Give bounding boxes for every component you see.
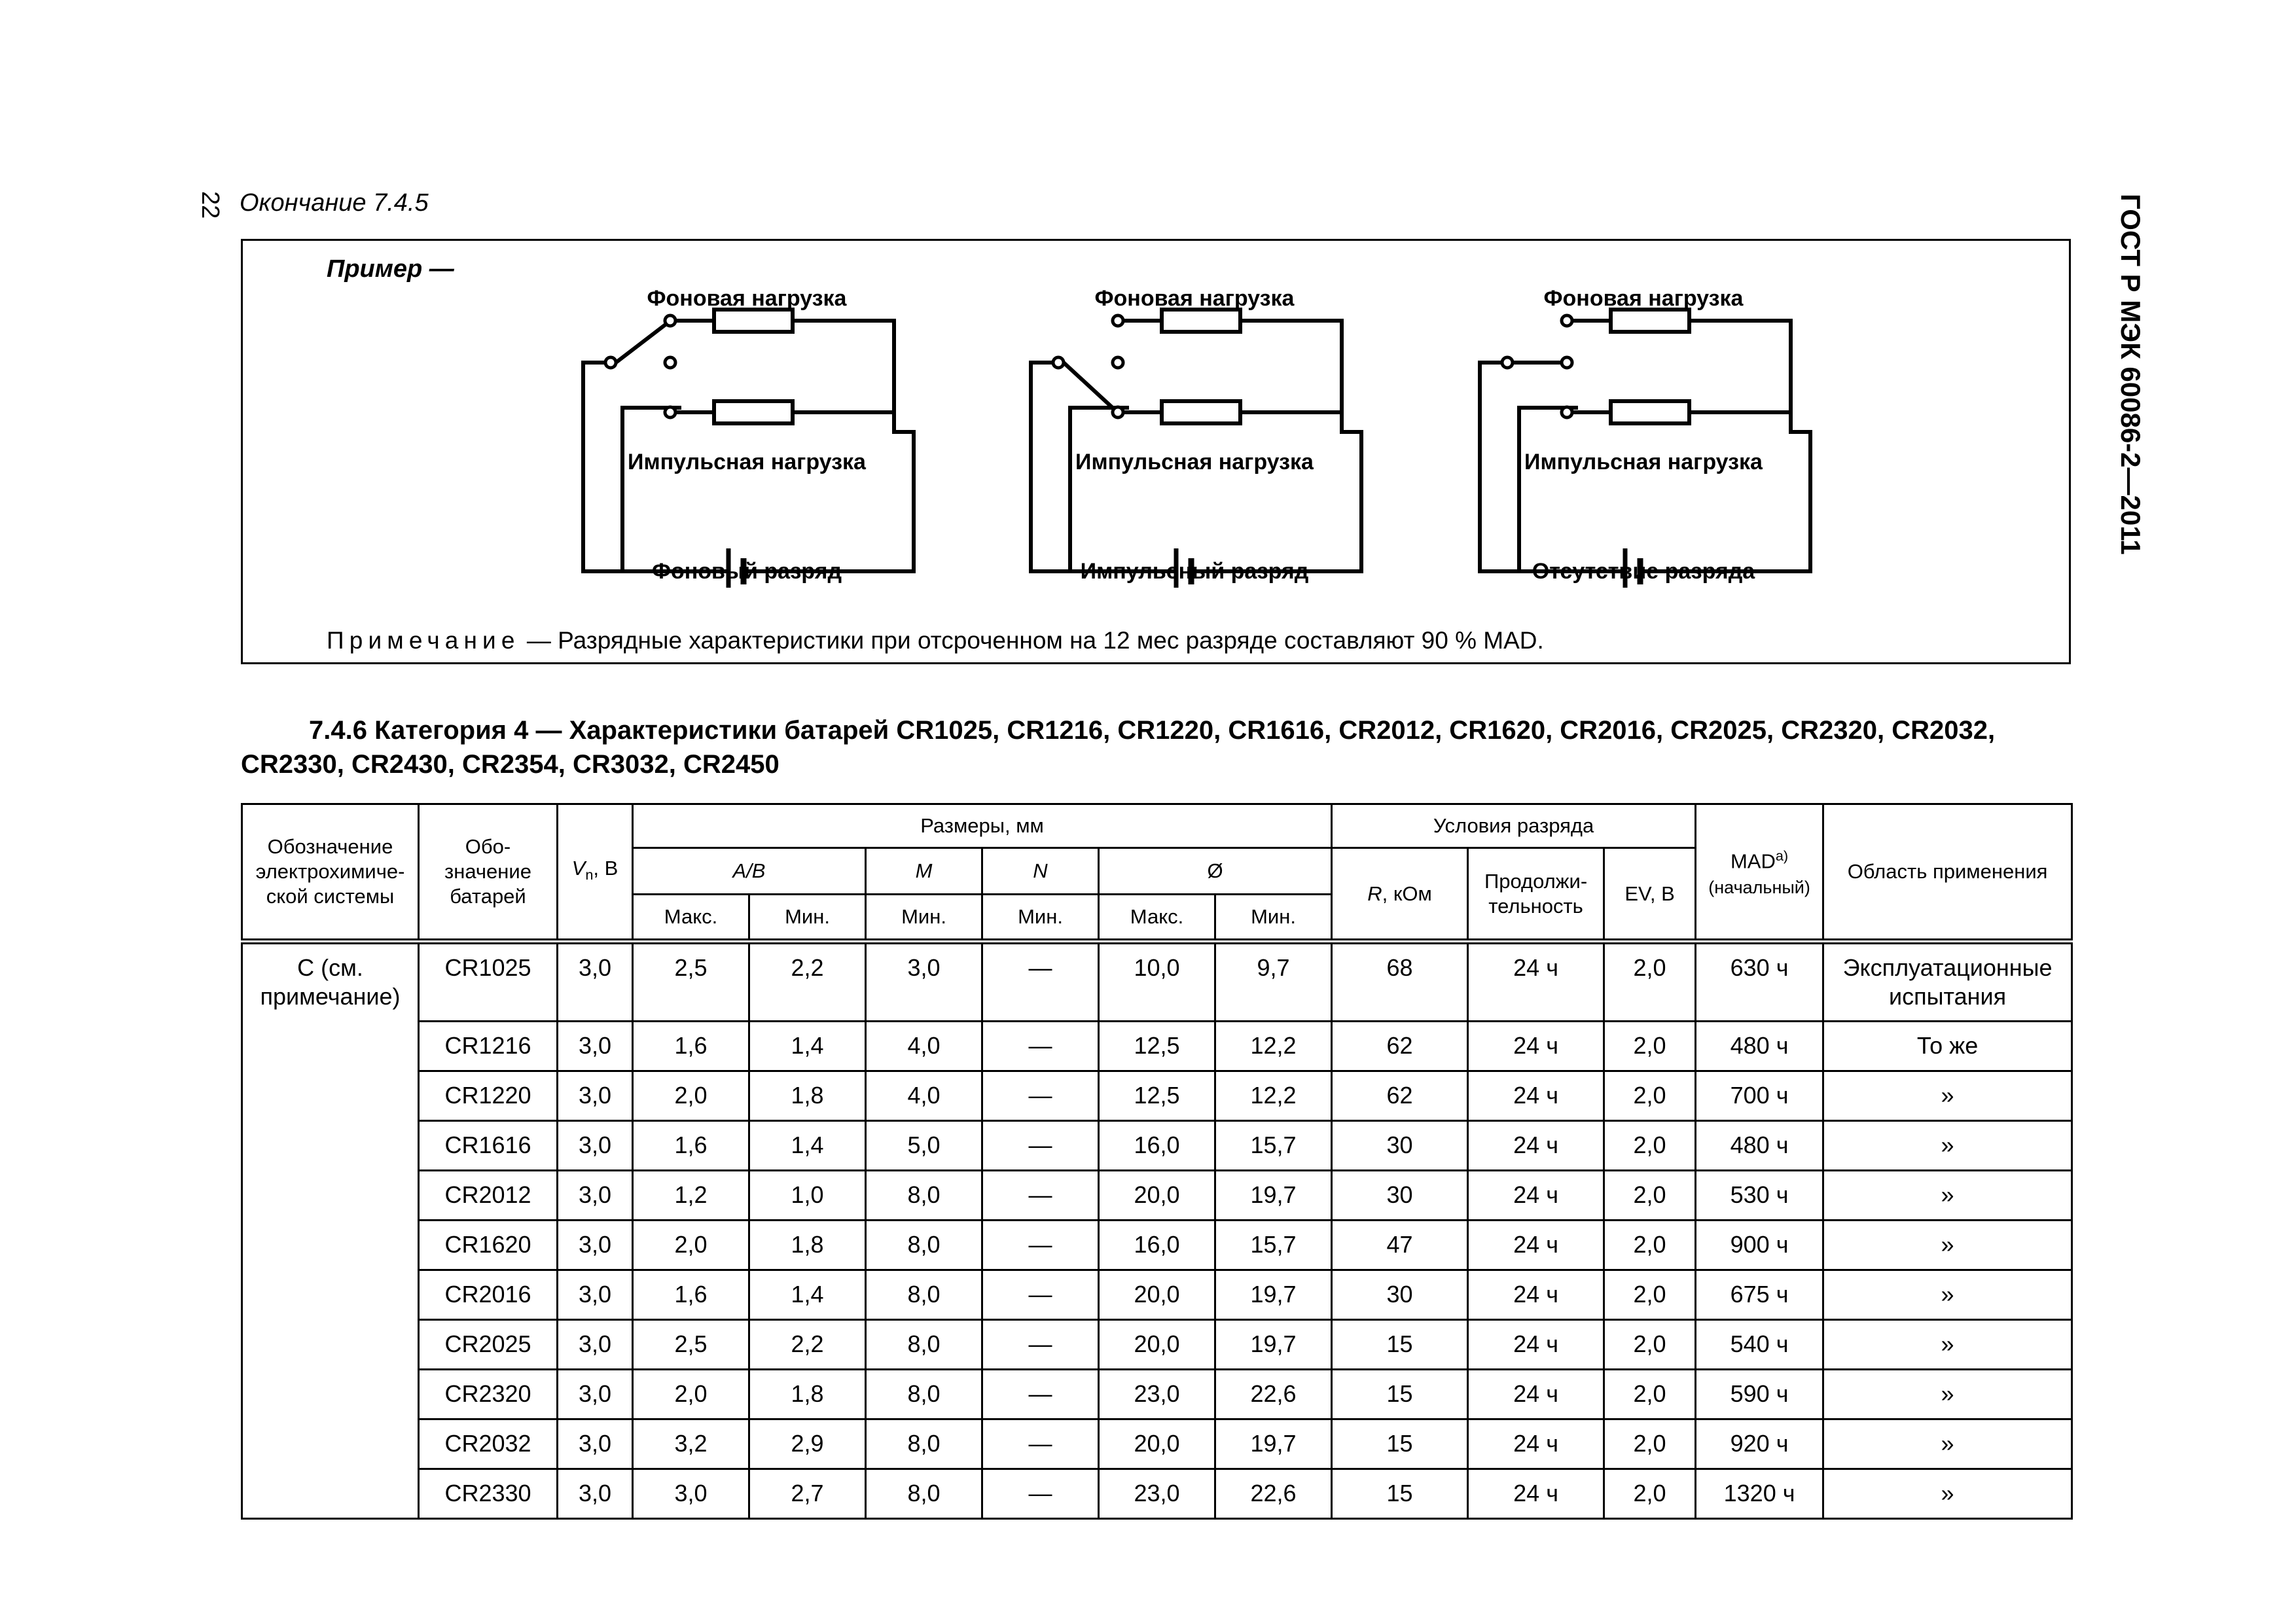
- mad-note: (начальный): [1708, 877, 1810, 897]
- cell-application: »: [1823, 1171, 2072, 1221]
- circuit-no-discharge: [1460, 280, 1827, 588]
- note-text: — Разрядные характеристики при отсроченном на 12 мес разряде составляют 90 % MAD.: [520, 627, 1544, 654]
- header-n-min: Мин.: [982, 895, 1099, 942]
- cell-battery: CR2320: [419, 1370, 558, 1419]
- cell-duration: 24 ч: [1468, 1171, 1604, 1221]
- circuit-top-label: Фоновая нагрузка: [1094, 286, 1295, 311]
- cell-ab-max: 1,6: [633, 1022, 749, 1071]
- cell-battery: CR1620: [419, 1221, 558, 1270]
- cell-diameter-max: 10,0: [1099, 942, 1215, 1022]
- cell-voltage: 3,0: [558, 1121, 633, 1171]
- header-conditions: Условия разряда: [1332, 804, 1696, 848]
- cell-duration: 24 ч: [1468, 1071, 1604, 1121]
- cell-m-min: 8,0: [866, 1419, 982, 1469]
- cell-n-min: —: [982, 1171, 1099, 1221]
- cell-voltage: 3,0: [558, 1022, 633, 1071]
- cell-voltage: 3,0: [558, 942, 633, 1022]
- cell-diameter-min: 12,2: [1215, 1022, 1332, 1071]
- page-number: 22: [196, 191, 224, 219]
- cell-ab-min: 1,8: [749, 1221, 866, 1270]
- cell-diameter-min: 22,6: [1215, 1469, 1332, 1519]
- terminal-off: [665, 357, 675, 368]
- cell-mad: 900 ч: [1696, 1221, 1823, 1270]
- circuit-middle-label: Импульсная нагрузка: [1075, 450, 1314, 474]
- table-row: [242, 1270, 2072, 1320]
- header-m-min: Мин.: [866, 895, 982, 942]
- cell-diameter-max: 23,0: [1099, 1370, 1215, 1419]
- wire-mid-out: [1240, 412, 1342, 432]
- header-diameter: Ø: [1099, 848, 1332, 895]
- cell-ev: 2,0: [1604, 1171, 1696, 1221]
- table-row: [242, 1419, 2072, 1469]
- cell-duration: 24 ч: [1468, 1370, 1604, 1419]
- cell-mad: 480 ч: [1696, 1022, 1823, 1071]
- cell-diameter-max: 12,5: [1099, 1071, 1215, 1121]
- cell-voltage: 3,0: [558, 1171, 633, 1221]
- terminal-background: [1562, 315, 1572, 326]
- cell-battery: CR2032: [419, 1419, 558, 1469]
- cell-m-min: 8,0: [866, 1370, 982, 1419]
- header-battery: Обо-значение батарей: [419, 804, 558, 942]
- header-n: N: [982, 848, 1099, 895]
- example-box: [241, 239, 2071, 664]
- cell-diameter-min: 15,7: [1215, 1121, 1332, 1171]
- mad-footnote-mark: а): [1775, 847, 1789, 865]
- cell-ab-max: 2,0: [633, 1370, 749, 1419]
- cell-ev: 2,0: [1604, 1221, 1696, 1270]
- cell-mad: 700 ч: [1696, 1071, 1823, 1121]
- cell-ab-min: 1,8: [749, 1071, 866, 1121]
- cell-ev: 2,0: [1604, 1320, 1696, 1370]
- circuit-diagram: [1011, 280, 1378, 588]
- header-ab-max: Макс.: [633, 895, 749, 942]
- table-row: [242, 942, 2072, 1022]
- mad-label: MAD: [1730, 849, 1776, 873]
- cell-resistance: 30: [1332, 1270, 1468, 1320]
- battery-spec-table: [241, 803, 2073, 1520]
- cell-ev: 2,0: [1604, 942, 1696, 1022]
- cell-ab-max: 1,6: [633, 1121, 749, 1171]
- cell-battery: CR2012: [419, 1171, 558, 1221]
- header-ab-min: Мин.: [749, 895, 866, 942]
- cell-n-min: —: [982, 1320, 1099, 1370]
- cell-mad: 1320 ч: [1696, 1469, 1823, 1519]
- cell-system: С (см. примечание): [242, 942, 419, 1519]
- cell-voltage: 3,0: [558, 1370, 633, 1419]
- circuit-caption: Фоновый разряд: [651, 559, 842, 584]
- cell-diameter-max: 23,0: [1099, 1469, 1215, 1519]
- cell-ab-max: 2,0: [633, 1221, 749, 1270]
- cell-ev: 2,0: [1604, 1270, 1696, 1320]
- voltage-subscript: n: [585, 866, 594, 883]
- cell-ab-max: 1,2: [633, 1171, 749, 1221]
- document-code: ГОСТ Р МЭК 60086-2—2011: [2115, 194, 2146, 555]
- cell-n-min: —: [982, 1270, 1099, 1320]
- switch-blade: [1064, 363, 1114, 409]
- cell-duration: 24 ч: [1468, 1121, 1604, 1171]
- cell-ev: 2,0: [1604, 1419, 1696, 1469]
- table-row: [242, 1171, 2072, 1221]
- cell-voltage: 3,0: [558, 1419, 633, 1469]
- cell-ab-max: 2,0: [633, 1071, 749, 1121]
- cell-ev: 2,0: [1604, 1121, 1696, 1171]
- cell-battery: CR1216: [419, 1022, 558, 1071]
- table-row: [242, 1071, 2072, 1121]
- cell-ab-min: 2,7: [749, 1469, 866, 1519]
- cell-n-min: —: [982, 1022, 1099, 1071]
- cell-mad: 540 ч: [1696, 1320, 1823, 1370]
- cell-diameter-max: 20,0: [1099, 1270, 1215, 1320]
- circuit-middle-label: Импульсная нагрузка: [628, 450, 866, 474]
- wire-bottom-left: [1070, 473, 1175, 571]
- cell-application: »: [1823, 1320, 2072, 1370]
- cell-ev: 2,0: [1604, 1022, 1696, 1071]
- cell-duration: 24 ч: [1468, 1469, 1604, 1519]
- cell-diameter-min: 19,7: [1215, 1419, 1332, 1469]
- terminal-off: [1113, 357, 1123, 368]
- cell-battery: CR1616: [419, 1121, 558, 1171]
- wire-top-out: [1689, 321, 1794, 432]
- cell-m-min: 8,0: [866, 1320, 982, 1370]
- cell-application: »: [1823, 1469, 2072, 1519]
- cell-ev: 2,0: [1604, 1370, 1696, 1419]
- resistor-background: [1611, 310, 1689, 332]
- cell-m-min: 8,0: [866, 1270, 982, 1320]
- continuation-label: Окончание 7.4.5: [240, 189, 429, 217]
- cell-battery: CR2330: [419, 1469, 558, 1519]
- header-mad: [1696, 804, 1823, 942]
- cell-duration: 24 ч: [1468, 1022, 1604, 1071]
- resistor-pulse: [714, 401, 793, 423]
- table-row: [242, 1121, 2072, 1171]
- cell-mad: 480 ч: [1696, 1121, 1823, 1171]
- header-ab: A/B: [633, 848, 866, 895]
- terminal-common: [1502, 357, 1513, 368]
- cell-diameter-min: 19,7: [1215, 1320, 1332, 1370]
- wire-bottom-left: [1519, 473, 1624, 571]
- terminal-common: [605, 357, 616, 368]
- table-body: [242, 942, 2072, 1519]
- table-row: [242, 1022, 2072, 1071]
- cell-ab-max: 2,5: [633, 942, 749, 1022]
- wire-top-out: [793, 321, 897, 432]
- cell-voltage: 3,0: [558, 1469, 633, 1519]
- cell-duration: 24 ч: [1468, 1270, 1604, 1320]
- resistance-unit: , кОм: [1382, 882, 1432, 905]
- cell-diameter-max: 16,0: [1099, 1221, 1215, 1270]
- cell-diameter-min: 19,7: [1215, 1171, 1332, 1221]
- resistance-symbol: R: [1367, 882, 1382, 905]
- cell-battery: CR2016: [419, 1270, 558, 1320]
- header-diameter-max: Макс.: [1099, 895, 1215, 942]
- cell-ab-min: 1,8: [749, 1370, 866, 1419]
- cell-m-min: 8,0: [866, 1469, 982, 1519]
- cell-application: Эксплуатационные испытания: [1823, 942, 2072, 1022]
- cell-n-min: —: [982, 1419, 1099, 1469]
- section-heading: 7.4.6 Категория 4 — Характеристики батарей CR1025, CR1216, CR1220, CR1616, CR2012, CR1620, CR2016, CR2025, CR2320, CR2032, CR2330, CR2430, CR2354, CR3032, CR2450: [241, 716, 1996, 779]
- cell-voltage: 3,0: [558, 1320, 633, 1370]
- switch-blade: [616, 324, 666, 363]
- wire-bottom-left: [622, 473, 727, 571]
- wire-mid-out: [1689, 412, 1791, 432]
- cell-application: »: [1823, 1221, 2072, 1270]
- wire-top-out: [1240, 321, 1345, 432]
- cell-mad: 530 ч: [1696, 1171, 1823, 1221]
- header-duration: Продолжи-тельность: [1468, 848, 1604, 942]
- table-row: [242, 1370, 2072, 1419]
- cell-voltage: 3,0: [558, 1270, 633, 1320]
- cell-battery: CR1220: [419, 1071, 558, 1121]
- cell-resistance: 30: [1332, 1121, 1468, 1171]
- voltage-symbol: V: [571, 856, 586, 880]
- cell-n-min: —: [982, 1469, 1099, 1519]
- circuit-pulse-discharge: [1011, 280, 1378, 588]
- cell-resistance: 30: [1332, 1171, 1468, 1221]
- cell-mad: 630 ч: [1696, 942, 1823, 1022]
- cell-ab-min: 1,4: [749, 1022, 866, 1071]
- header-ev: EV, В: [1604, 848, 1696, 942]
- cell-ev: 2,0: [1604, 1071, 1696, 1121]
- cell-diameter-max: 16,0: [1099, 1121, 1215, 1171]
- cell-resistance: 15: [1332, 1419, 1468, 1469]
- circuit-caption: Отсутствие разряда: [1532, 559, 1755, 584]
- cell-ab-min: 2,2: [749, 942, 866, 1022]
- resistor-pulse: [1611, 401, 1689, 423]
- terminal-pulse: [1562, 407, 1572, 418]
- terminal-background: [1113, 315, 1123, 326]
- cell-diameter-min: 9,7: [1215, 942, 1332, 1022]
- cell-ab-min: 2,2: [749, 1320, 866, 1370]
- cell-duration: 24 ч: [1468, 942, 1604, 1022]
- cell-duration: 24 ч: [1468, 1221, 1604, 1270]
- header-application: Область применения: [1823, 804, 2072, 942]
- table-row: [242, 1320, 2072, 1370]
- cell-diameter-max: 20,0: [1099, 1320, 1215, 1370]
- cell-diameter-min: 15,7: [1215, 1221, 1332, 1270]
- cell-application: »: [1823, 1071, 2072, 1121]
- header-system: Обозначение электрохимиче-ской системы: [242, 804, 419, 942]
- cell-application: »: [1823, 1270, 2072, 1320]
- cell-resistance: 68: [1332, 942, 1468, 1022]
- cell-m-min: 4,0: [866, 1071, 982, 1121]
- cell-diameter-max: 20,0: [1099, 1171, 1215, 1221]
- terminal-common: [1053, 357, 1064, 368]
- cell-battery: CR1025: [419, 942, 558, 1022]
- cell-m-min: 3,0: [866, 942, 982, 1022]
- cell-duration: 24 ч: [1468, 1320, 1604, 1370]
- header-resistance: [1332, 848, 1468, 942]
- cell-ab-min: 1,4: [749, 1121, 866, 1171]
- circuit-diagram: [564, 280, 930, 588]
- cell-resistance: 47: [1332, 1221, 1468, 1270]
- wire-mid-out: [793, 412, 894, 432]
- cell-diameter-min: 12,2: [1215, 1071, 1332, 1121]
- circuit-top-label: Фоновая нагрузка: [1543, 286, 1744, 311]
- cell-n-min: —: [982, 1370, 1099, 1419]
- cell-resistance: 15: [1332, 1370, 1468, 1419]
- cell-n-min: —: [982, 942, 1099, 1022]
- cell-diameter-max: 20,0: [1099, 1419, 1215, 1469]
- cell-mad: 920 ч: [1696, 1419, 1823, 1469]
- cell-resistance: 62: [1332, 1071, 1468, 1121]
- example-label: Пример —: [327, 255, 454, 283]
- terminal-off: [1562, 357, 1572, 368]
- circuit-caption: Импульсный разряд: [1080, 559, 1309, 584]
- cell-battery: CR2025: [419, 1320, 558, 1370]
- resistor-pulse: [1162, 401, 1240, 423]
- cell-ab-max: 3,2: [633, 1419, 749, 1469]
- cell-m-min: 5,0: [866, 1121, 982, 1171]
- table-row: [242, 1469, 2072, 1519]
- note-word: Примечание: [327, 627, 520, 654]
- example-note: [327, 626, 1544, 656]
- resistor-background: [1162, 310, 1240, 332]
- cell-m-min: 8,0: [866, 1221, 982, 1270]
- cell-duration: 24 ч: [1468, 1419, 1604, 1469]
- cell-application: »: [1823, 1419, 2072, 1469]
- cell-voltage: 3,0: [558, 1221, 633, 1270]
- table-row: [242, 1221, 2072, 1270]
- cell-mad: 675 ч: [1696, 1270, 1823, 1320]
- cell-ab-max: 1,6: [633, 1270, 749, 1320]
- cell-diameter-max: 12,5: [1099, 1022, 1215, 1071]
- cell-resistance: 15: [1332, 1320, 1468, 1370]
- cell-ab-min: 1,0: [749, 1171, 866, 1221]
- cell-n-min: —: [982, 1121, 1099, 1171]
- cell-n-min: —: [982, 1221, 1099, 1270]
- cell-ev: 2,0: [1604, 1469, 1696, 1519]
- cell-ab-min: 2,9: [749, 1419, 866, 1469]
- voltage-unit: , В: [593, 856, 619, 880]
- cell-n-min: —: [982, 1071, 1099, 1121]
- cell-ab-min: 1,4: [749, 1270, 866, 1320]
- circuit-top-label: Фоновая нагрузка: [647, 286, 847, 311]
- cell-diameter-min: 19,7: [1215, 1270, 1332, 1320]
- cell-ab-max: 3,0: [633, 1469, 749, 1519]
- header-voltage: [558, 804, 633, 942]
- circuit-middle-label: Импульсная нагрузка: [1524, 450, 1763, 474]
- cell-m-min: 4,0: [866, 1022, 982, 1071]
- header-m: M: [866, 848, 982, 895]
- cell-resistance: 15: [1332, 1469, 1468, 1519]
- cell-application: »: [1823, 1121, 2072, 1171]
- header-dimensions: Размеры, мм: [633, 804, 1332, 848]
- cell-diameter-min: 22,6: [1215, 1370, 1332, 1419]
- cell-mad: 590 ч: [1696, 1370, 1823, 1419]
- cell-resistance: 62: [1332, 1022, 1468, 1071]
- resistor-background: [714, 310, 793, 332]
- terminal-pulse: [665, 407, 675, 418]
- circuit-background-discharge: [564, 280, 930, 588]
- cell-m-min: 8,0: [866, 1171, 982, 1221]
- header-diameter-min: Мин.: [1215, 895, 1332, 942]
- cell-voltage: 3,0: [558, 1071, 633, 1121]
- cell-ab-max: 2,5: [633, 1320, 749, 1370]
- cell-application: »: [1823, 1370, 2072, 1419]
- cell-application: То же: [1823, 1022, 2072, 1071]
- circuit-diagram: [1460, 280, 1827, 588]
